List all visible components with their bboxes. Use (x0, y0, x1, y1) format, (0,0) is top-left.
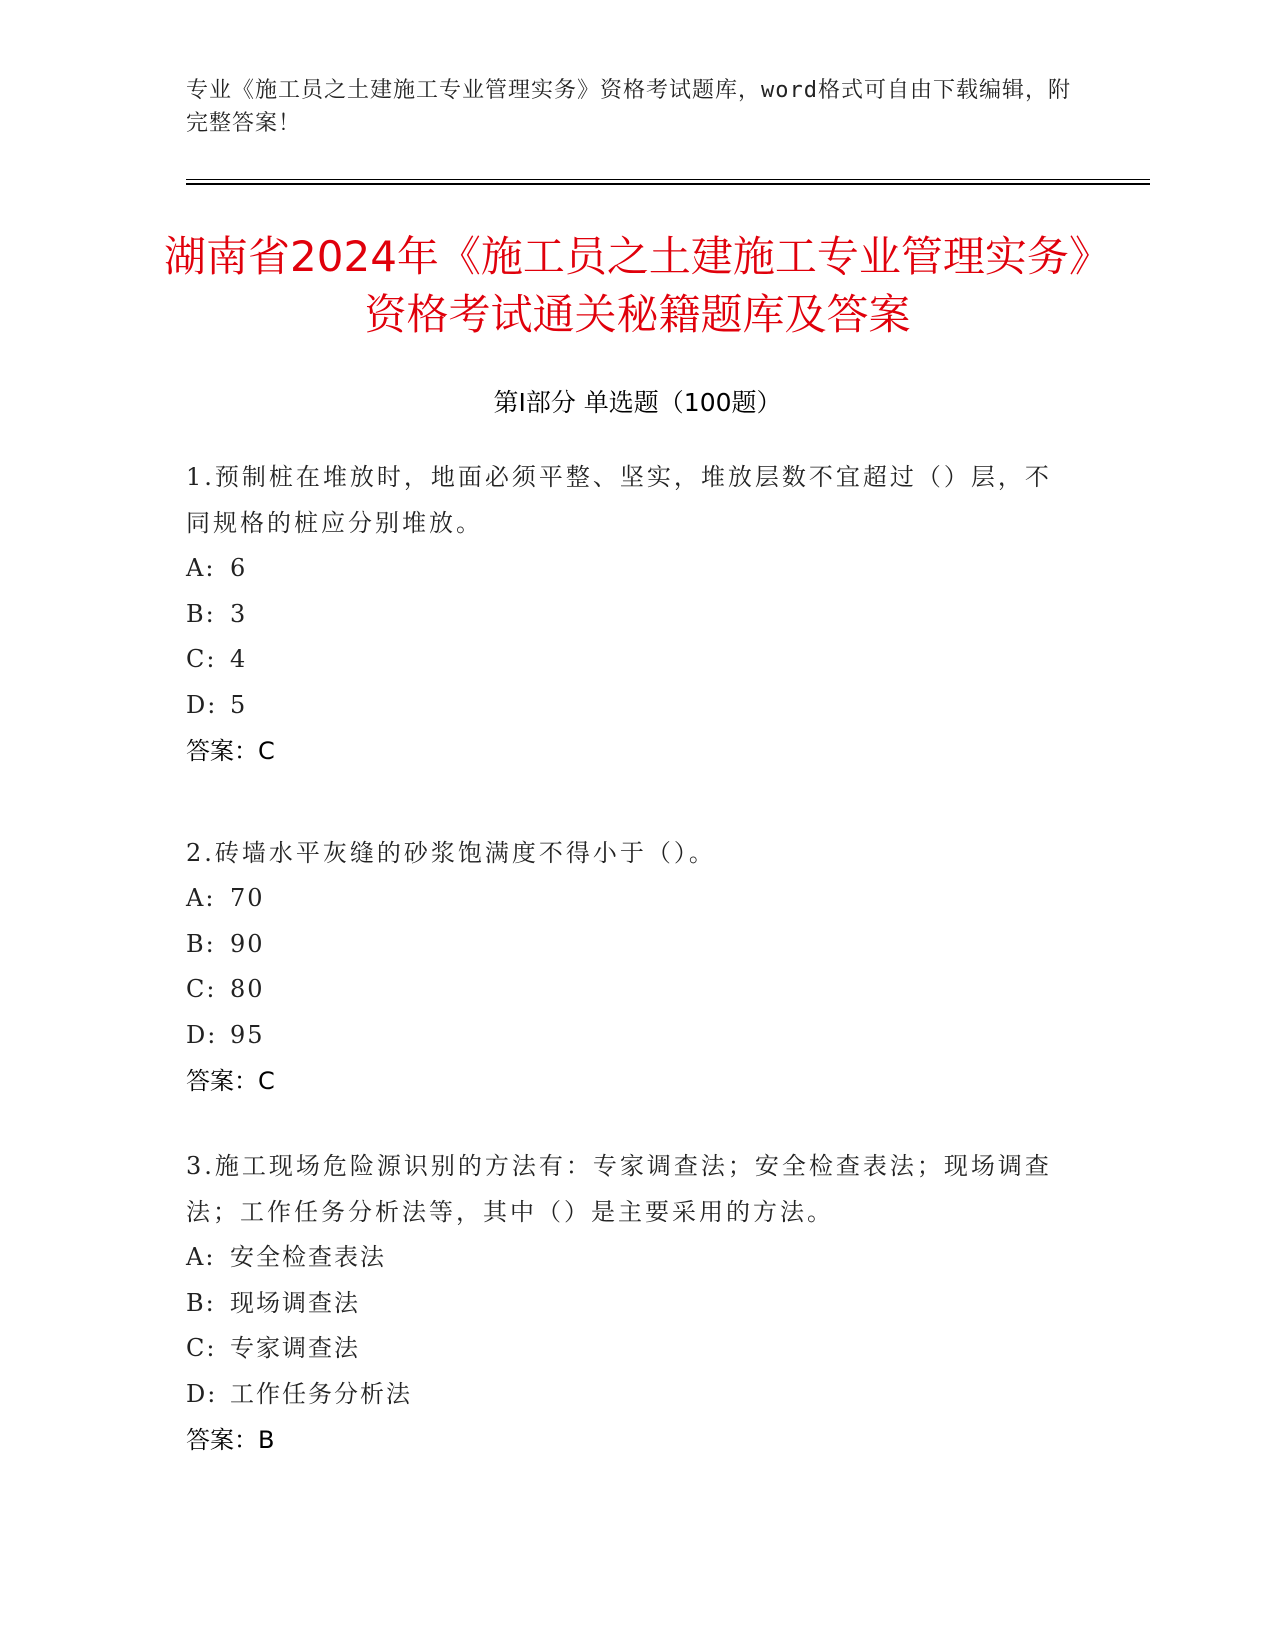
option-letter: A: (186, 554, 216, 582)
option-letter: B: (186, 929, 216, 958)
option-letter: C: (186, 975, 217, 1003)
question-2 (186, 830, 1066, 1104)
option-letter: A: (186, 884, 216, 912)
option-letter: B: (186, 599, 216, 628)
option-a (186, 546, 1066, 592)
option-letter: D: (186, 1020, 218, 1049)
option-c (186, 637, 1066, 683)
option-text: 专家调查法 (230, 1334, 360, 1362)
option-d (186, 1013, 1066, 1059)
header-divider-thin (186, 179, 1150, 180)
option-d (186, 1372, 1066, 1418)
option-text: 90 (230, 929, 265, 958)
question-3 (186, 1143, 1066, 1463)
question-stem: 2.砖墙水平灰缝的砂浆饱满度不得小于（）。 (186, 839, 716, 867)
option-d (186, 683, 1066, 729)
option-letter: A: (186, 1243, 216, 1271)
answer-line: 答案：C (186, 1067, 275, 1095)
answer-line: 答案：B (186, 1426, 275, 1454)
option-text: 工作任务分析法 (230, 1379, 412, 1408)
option-text: 70 (230, 884, 265, 912)
option-b (186, 922, 1066, 968)
option-text: 95 (230, 1020, 265, 1049)
document-title: 湖南省2024年《施工员之土建施工专业管理实务》资格考试通关秘籍题库及答案 (164, 232, 1111, 339)
header-divider-thick (186, 183, 1150, 185)
option-text: 6 (230, 554, 248, 582)
option-letter: C: (186, 1334, 217, 1362)
header-note: 专业《施工员之土建施工专业管理实务》资格考试题库，word格式可自由下载编辑，附完整答案！ (186, 78, 1071, 136)
option-text: 80 (230, 975, 265, 1003)
option-text: 安全检查表法 (230, 1243, 386, 1271)
answer-line: 答案：C (186, 737, 275, 765)
section-heading: 第Ⅰ部分 单选题（100题） (493, 388, 782, 417)
question-1 (186, 454, 1066, 774)
option-c (186, 967, 1066, 1013)
option-text: 4 (230, 645, 248, 673)
question-stem: 3.施工现场危险源识别的方法有：专家调查法；安全检查表法；现场调查法；工作任务分析法等，其中（）是主要采用的方法。 (186, 1152, 1052, 1226)
option-text: 5 (230, 690, 248, 719)
option-a (186, 1235, 1066, 1281)
option-letter: C: (186, 645, 217, 673)
option-b (186, 592, 1066, 638)
option-letter: D: (186, 1379, 218, 1408)
option-text: 3 (230, 599, 248, 628)
option-letter: B: (186, 1288, 216, 1317)
option-b (186, 1281, 1066, 1327)
option-text: 现场调查法 (230, 1288, 360, 1317)
option-a (186, 876, 1066, 922)
option-letter: D: (186, 690, 218, 719)
option-c (186, 1326, 1066, 1372)
question-stem: 1.预制桩在堆放时，地面必须平整、坚实，堆放层数不宜超过（）层，不同规格的桩应分别堆放。 (186, 463, 1052, 537)
